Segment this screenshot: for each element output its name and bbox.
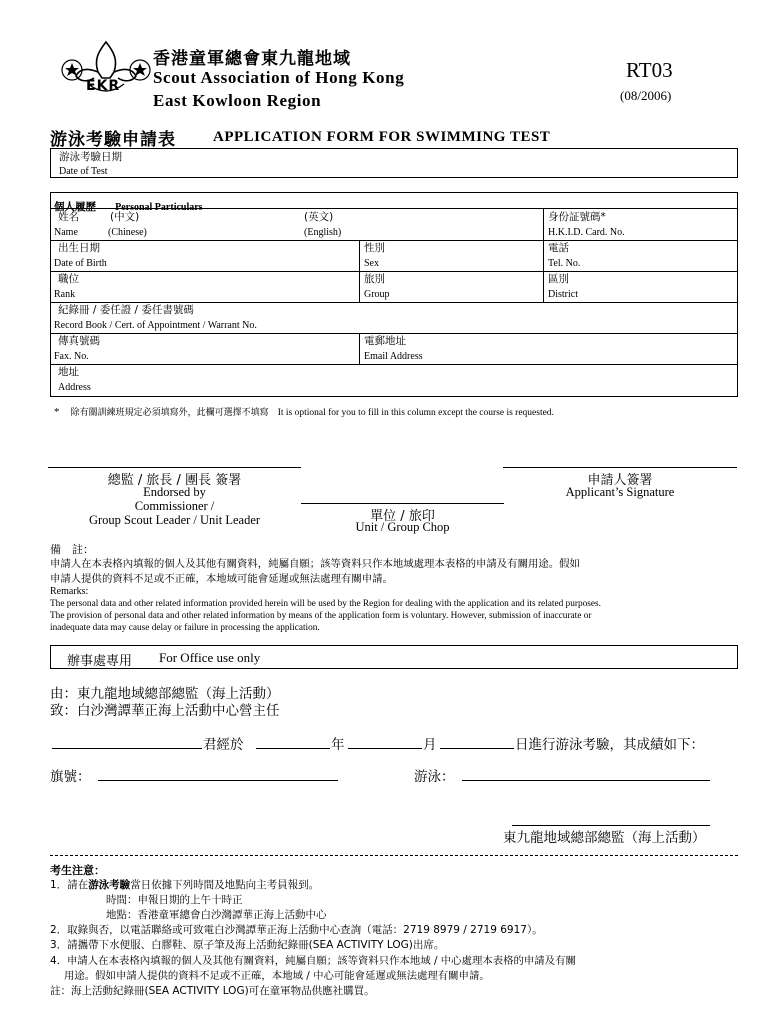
remarks-en-line2: The provision of personal data and other related information by means of the application form is voluntary. However, submission of inaccurate or <box>50 611 592 621</box>
remarks-title-zh: 備 註： <box>50 543 94 556</box>
dob-label-zh: 出生日期 <box>58 242 100 254</box>
hkid-field[interactable] <box>546 210 736 239</box>
applicant-signature-line[interactable] <box>503 467 737 468</box>
english-label-zh: (英文) <box>304 211 334 223</box>
director-signer: 東九龍地域總部總監（海上活動） <box>503 830 706 846</box>
group-label-en: Group <box>364 289 390 300</box>
result-seg2: 年 <box>331 737 345 753</box>
flag-label: 旗號： <box>50 769 91 785</box>
fax-field[interactable] <box>52 335 357 363</box>
footnote-en: It is optional for you to fill in this column except the course is requested. <box>277 408 554 418</box>
name-field[interactable] <box>52 210 540 239</box>
rank-label-en: Rank <box>54 289 76 300</box>
swim-label: 游泳： <box>414 769 455 785</box>
section-title-zh: 個人履歷 <box>54 201 96 213</box>
hkid-label-zh: 身份証號碼* <box>548 211 606 223</box>
record-label-en: Record Book / Cert. of Appointment / Warrant No. <box>54 320 257 331</box>
date-of-test-label-zh: 游泳考驗日期 <box>59 151 122 163</box>
tel-label-zh: 電話 <box>548 242 569 254</box>
remarks-zh-line1: 申請人在本表格內填報的個人及其他有關資料，純屬自願；該等資料只作本地域處理本表格的申請及有關用途。假如 <box>50 558 580 570</box>
fax-label-zh: 傳真號碼 <box>58 335 100 347</box>
logo-text: EKR <box>86 78 121 94</box>
record-book-field[interactable] <box>52 304 736 332</box>
swim-blank[interactable] <box>462 780 710 781</box>
endorse-signature-line[interactable] <box>48 467 301 468</box>
note-4a: 4．申請人在本表格內填報的個人及其他有關資料，純屬自願；該等資料只作本地域 / 中心處理本表格的申請及有關 <box>50 955 576 967</box>
org-name-zh: 香港童軍總會東九龍地域 <box>153 49 351 69</box>
sex-label-zh: 性別 <box>364 242 385 254</box>
name-label-en: Name <box>54 227 78 238</box>
tel-label-en: Tel. No. <box>548 258 581 269</box>
form-title-zh: 游泳考驗申請表 <box>50 130 176 150</box>
form-date: (08/2006) <box>620 88 672 103</box>
rank-field[interactable] <box>52 273 357 301</box>
applicant-label-zh: 申請人簽署 <box>587 473 653 488</box>
district-label-zh: 區別 <box>548 273 569 285</box>
office-use-box <box>50 645 738 669</box>
dob-field[interactable] <box>52 242 357 270</box>
note-1-place: 地點：香港童軍總會白沙灣譚華正海上活動中心 <box>106 909 327 921</box>
note-4b: 用途。假如申請人提供的資料不足或不正確，本地域 / 中心可能會延遲或無法處理有關申請。 <box>64 970 490 982</box>
result-seg3: 月 <box>423 737 437 753</box>
remarks-en-line1: The personal data and other related information provided herein will be used by the Region for dealing with the application and its related purposes. <box>50 599 601 609</box>
result-seg4: 日進行游泳考驗，其成績如下： <box>515 737 704 753</box>
fax-label-en: Fax. No. <box>54 351 89 362</box>
address-label-en: Address <box>58 382 91 393</box>
applicant-label-en: Applicant’s Signature <box>565 485 675 499</box>
note-3: 3．請攜帶下水便服、白膠鞋、原子筆及海上活動紀錄冊(SEA ACTIVITY LOG)出席。 <box>50 939 445 951</box>
group-field[interactable] <box>362 273 540 301</box>
year-blank[interactable] <box>256 748 330 749</box>
footnote-star: * <box>54 406 60 418</box>
remarks-zh-line2: 申請人提供的資料不足或不正確，本地域可能會延遲或無法處理有關申請。 <box>50 573 393 585</box>
office-from: 由：東九龍地域總部總監（海上活動） <box>50 686 280 702</box>
candidate-name-blank[interactable] <box>52 748 202 749</box>
flag-blank[interactable] <box>98 780 338 781</box>
form-code: RT03 <box>626 58 673 82</box>
note-2: 2．取錄與否，以電話聯絡或可致電白沙灣譚華正海上活動中心查詢（電話：2719 8979 / 2719 6917）。 <box>50 924 543 936</box>
remarks-en-line3: inadequate data may cause delay or failure in processing the application. <box>50 623 320 633</box>
sex-field[interactable] <box>362 242 540 270</box>
record-label-zh: 紀錄冊 / 委任證 / 委任書號碼 <box>58 304 194 316</box>
endorse-label-en1: Endorsed by <box>143 485 206 499</box>
name-label-zh: 姓名 <box>58 211 79 223</box>
rank-label-zh: 職位 <box>58 273 79 285</box>
endorse-label-en2: Commissioner / <box>134 499 215 513</box>
hkid-label-en: H.K.I.D. Card. No. <box>548 227 625 238</box>
address-field[interactable] <box>52 366 736 396</box>
month-blank[interactable] <box>348 748 422 749</box>
notes-title: 考生注意： <box>50 864 105 877</box>
district-label-en: District <box>548 289 578 300</box>
dob-label-en: Date of Birth <box>54 258 107 269</box>
tel-field[interactable] <box>546 242 736 270</box>
note-1-time: 時間：申報日期的上午十時正 <box>106 894 243 906</box>
english-label-en: (English) <box>304 227 342 238</box>
chinese-label-en: (Chinese) <box>108 227 147 238</box>
group-label-zh: 旅別 <box>364 273 385 285</box>
date-of-test-field[interactable] <box>50 148 738 178</box>
note-1-prefix: 1．請在 <box>50 879 89 891</box>
office-use-en: For Office use only <box>159 650 261 665</box>
date-of-test-label-en: Date of Test <box>59 166 108 177</box>
office-use-zh: 辦事處專用 <box>67 654 133 669</box>
chinese-label-zh: (中文) <box>110 211 140 223</box>
sex-label-en: Sex <box>364 258 379 269</box>
chop-label-en: Unit / Group Chop <box>355 520 450 534</box>
region-name-en: East Kowloon Region <box>153 91 322 110</box>
section-title-en: Personal Particulars <box>115 202 203 213</box>
email-label-en: Email Address <box>364 351 423 362</box>
day-blank[interactable] <box>440 748 514 749</box>
endorse-label-en3: Group Scout Leader / Unit Leader <box>88 513 261 527</box>
note-1-bold: 游泳考驗 <box>88 879 131 891</box>
note-1 <box>50 877 319 892</box>
remarks-title-en: Remarks: <box>50 586 89 597</box>
district-field[interactable] <box>546 273 736 301</box>
org-name-en: Scout Association of Hong Kong <box>153 68 405 87</box>
chop-label-zh: 單位 / 旅印 <box>370 509 435 524</box>
office-to: 致：白沙灣譚華正海上活動中心營主任 <box>50 703 280 719</box>
chop-line[interactable] <box>301 503 504 504</box>
dashed-divider <box>50 855 738 856</box>
email-label-zh: 電郵地址 <box>364 335 406 347</box>
note-1-suffix: 當日依據下列時間及地點向主考員報到。 <box>130 879 320 891</box>
address-label-zh: 地址 <box>58 366 79 378</box>
footnote <box>54 400 554 419</box>
result-seg1: 君經於 <box>203 737 244 753</box>
note-footer: 註：海上活動紀錄冊(SEA ACTIVITY LOG)可在童軍物品供應社購買。 <box>50 985 375 997</box>
form-title-en: APPLICATION FORM FOR SWIMMING TEST <box>213 129 551 145</box>
email-field[interactable] <box>362 335 736 363</box>
endorse-label-zh: 總監 / 旅長 / 團長 簽署 <box>107 473 242 488</box>
footnote-zh: 除有關訓練班規定必須填寫外，此欄可選擇不填寫 <box>70 408 269 418</box>
